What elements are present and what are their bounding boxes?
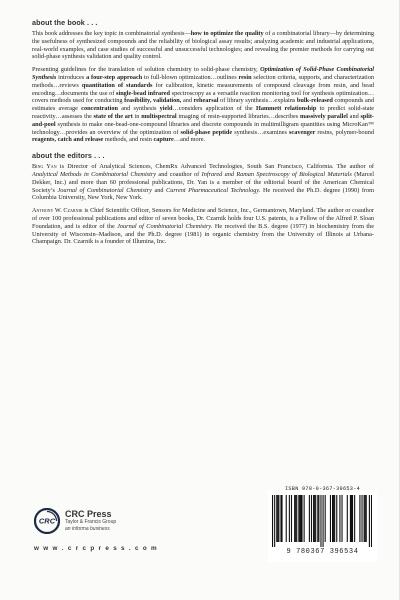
- barcode-bar: [296, 495, 297, 542]
- barcode-bar: [304, 495, 305, 542]
- text-run: Analytical Methods in Combinatorial Chemistry: [32, 170, 157, 178]
- text-run: introduces: [56, 73, 87, 81]
- text-run: (Marcel Dekker, Inc.) and more than 60 professional publications, Dr. Yan is a member of the editorial board of the American Chemical Society’s: [32, 170, 374, 194]
- book-contents-paragraph: [32, 66, 374, 144]
- barcode-bar: [347, 495, 348, 542]
- barcode-bar: [295, 495, 296, 542]
- publisher-block: [34, 508, 116, 534]
- barcode-bar: [369, 495, 370, 547]
- barcode-bar: [351, 495, 352, 542]
- barcode-bar: [350, 495, 351, 542]
- text-run: and: [151, 186, 167, 194]
- text-run: of library synthesis…explains: [218, 97, 297, 105]
- barcode-bar: [291, 495, 292, 542]
- text-run: reagents, catch and release: [32, 136, 104, 144]
- text-run: resins, polymer-bound: [315, 128, 374, 136]
- text-run: in: [132, 112, 142, 120]
- publisher-group: Taylor & Francis Group: [65, 519, 117, 525]
- barcode-bar: [371, 495, 372, 547]
- text-run: a four-step approach: [86, 73, 143, 81]
- text-run: methods, and resin: [103, 136, 154, 144]
- barcode-bar: [334, 495, 335, 542]
- text-run: state of the art: [93, 112, 133, 120]
- text-run: is Chief Scientific Officer, Sensors for Medicine and Science, Inc., Germantown, Maryland. The author or coauthor of over 100 professional publications and editor of seven books, Dr. Czarnik holds four U.S. patents, is a Fellow of the Alfred P. Sloan Foundation, and is editor of the: [32, 207, 374, 230]
- text-run: and: [347, 112, 361, 120]
- text-run: Bing Yan: [32, 163, 57, 171]
- barcode-bar: [277, 495, 278, 542]
- text-run: Infrared and Raman Spectroscopy of Biological Materials: [201, 170, 352, 178]
- barcode-bar: [315, 495, 316, 542]
- publisher-url: w w w . c r c p r e s s . c o m: [34, 545, 158, 552]
- barcode-bar: [332, 495, 333, 542]
- text-run: and synthesis: [117, 105, 160, 113]
- text-run: Current Pharmaceutical Technology.: [166, 186, 261, 194]
- barcode-bar: [318, 495, 319, 542]
- text-run: He received the B.S. degree (1977) in biochemistry from the University of Wisconsin–Madison, and the Ph.D. degree (1981) in organic chemistry from the University of Illinois at Urbana-Champaign. Dr. Czarnik is a founder of Illumina, Inc.: [32, 222, 375, 246]
- text-run: single-bead infrared: [116, 89, 170, 97]
- isbn-label: ISBN 978-0-367-39653-4: [284, 486, 361, 492]
- about-book-heading: about the book . . .: [32, 18, 98, 27]
- text-run: …considers application of the: [172, 105, 256, 113]
- text-run: solid-phase peptide: [180, 128, 233, 136]
- text-run: quantitation of standards: [81, 81, 153, 89]
- barcode-bar: [301, 495, 302, 542]
- text-run: and: [181, 97, 194, 105]
- text-run: capture: [153, 136, 174, 144]
- text-run: to predict solid-state reactivity…assesses the: [32, 105, 375, 120]
- text-run: how to optimize the quality: [190, 30, 264, 37]
- barcode-bar: [359, 495, 360, 542]
- book-description-paragraph: [32, 30, 374, 61]
- text-run: scavenger: [289, 128, 316, 136]
- barcode-bar: [281, 495, 282, 542]
- barcode-bar: [352, 495, 353, 542]
- barcode-bar: [361, 495, 362, 542]
- barcode-bar: [299, 495, 300, 542]
- text-run: bulk-released: [296, 97, 333, 105]
- barcode-bar: [272, 495, 273, 547]
- barcode-bar: [289, 495, 290, 542]
- text-run: feasibility, validation,: [124, 97, 182, 105]
- text-run: Optimization of Solid-Phase Combinatorial Synthesis: [32, 66, 374, 81]
- text-run: selection criteria, supports, and characterization methods…reviews: [32, 73, 374, 89]
- isbn-barcode: [272, 495, 372, 547]
- text-run: and coauthor of: [156, 170, 202, 178]
- barcode-bar: [294, 495, 295, 542]
- barcode-bar: [336, 495, 337, 542]
- barcode-bar: [286, 495, 287, 542]
- text-run: …and more.: [173, 136, 206, 144]
- text-run: He received the Ph.D. degree (1990) from Columbia University, New York, New York.: [32, 186, 374, 202]
- text-run: concentration: [81, 105, 118, 113]
- publisher-name: CRC Press: [65, 509, 112, 519]
- text-run: Anthony W. Czarnik: [32, 207, 83, 215]
- cover-text: [32, 14, 374, 251]
- crc-press-logo-icon: [34, 508, 60, 534]
- text-run: synthesis…examines: [232, 128, 289, 136]
- barcode-bar: [330, 495, 331, 542]
- text-run: rehearsal: [193, 97, 219, 105]
- barcode-bar: [341, 495, 342, 542]
- text-run: Journal of Combinatorial Chemistry: [57, 186, 152, 194]
- editor-bio-czarnik: [32, 207, 374, 246]
- barcode-bar: [300, 495, 301, 542]
- text-run: to full-blown optimization…outlines: [142, 73, 239, 81]
- barcode-bar: [278, 495, 279, 542]
- text-run: resin: [238, 73, 252, 81]
- text-run: multispectral: [141, 112, 177, 120]
- publisher-tagline: an informa business: [65, 526, 110, 532]
- text-run: imaging of resin-supported libraries…describes: [176, 112, 300, 120]
- text-run: for calibration, kinetic measurements of compound cleavage from resin, and bead encoding…documents the use of: [32, 81, 374, 97]
- about-editors-heading: about the editors . . .: [32, 151, 105, 161]
- barcode-bar: [364, 495, 365, 542]
- barcode-bar: [354, 495, 355, 542]
- logo-text: CRC: [38, 516, 56, 526]
- barcode-bar: [274, 495, 275, 547]
- publisher-text: [65, 509, 116, 533]
- barcode-bar: [323, 495, 324, 547]
- text-run: yield: [159, 105, 173, 113]
- text-run: massively parallel: [299, 112, 348, 120]
- barcode-bar: [325, 495, 326, 542]
- text-run: split-and-pool: [32, 112, 374, 128]
- barcode-bar: [314, 495, 315, 542]
- text-run: synthesis to make one-bead-one-compound libraries and discrete compounds in multimilligram quantities using MicroKan™ technology…provides an overview of the optimization of: [32, 120, 374, 136]
- barcode-bar: [276, 495, 277, 542]
- text-run: compounds and estimates average: [32, 97, 374, 113]
- text-run: Journal of Combinatorial Chemistry.: [117, 222, 213, 230]
- barcode-number: 9 780367 396534: [286, 548, 359, 556]
- barcode-bar: [280, 495, 281, 542]
- text-run: is Director of Analytical Sciences, ChemRx Advanced Technologies, South San Francisco, California. The author of: [56, 163, 374, 171]
- barcode-bar: [309, 495, 310, 542]
- editor-bio-yan: [32, 163, 374, 202]
- barcode-bar: [317, 495, 318, 542]
- barcode-bar: [311, 495, 312, 542]
- barcode-bar: [365, 495, 366, 542]
- barcode-bar: [333, 495, 334, 542]
- barcode-bar: [366, 495, 367, 542]
- barcode-bar: [313, 495, 314, 542]
- barcode-bar: [320, 495, 321, 547]
- text-run: This book addresses the key topic in combinatorial synthesis—: [32, 30, 191, 37]
- text-run: Presenting guidelines for the translation of solution chemistry to solid-phase chemistry,: [32, 66, 261, 74]
- text-run: Hammett relationship: [255, 105, 317, 113]
- barcode-bar: [339, 495, 340, 542]
- text-run: spectroscopy as a versatile reaction monitoring tool for synthesis optimization…covers methods used for conducting: [32, 89, 374, 105]
- text-run: of a combinatorial library—by determining the usefulness of synthesized compounds and the reliability of biological assay results; analyzing academic and industrial applications, real-world examples, and case studies of successful and unsuccessful technologies; and revealing the premier methods for carrying out solid-phase synthesis validation and quality control.: [32, 30, 374, 61]
- barcode-bar: [298, 495, 299, 542]
